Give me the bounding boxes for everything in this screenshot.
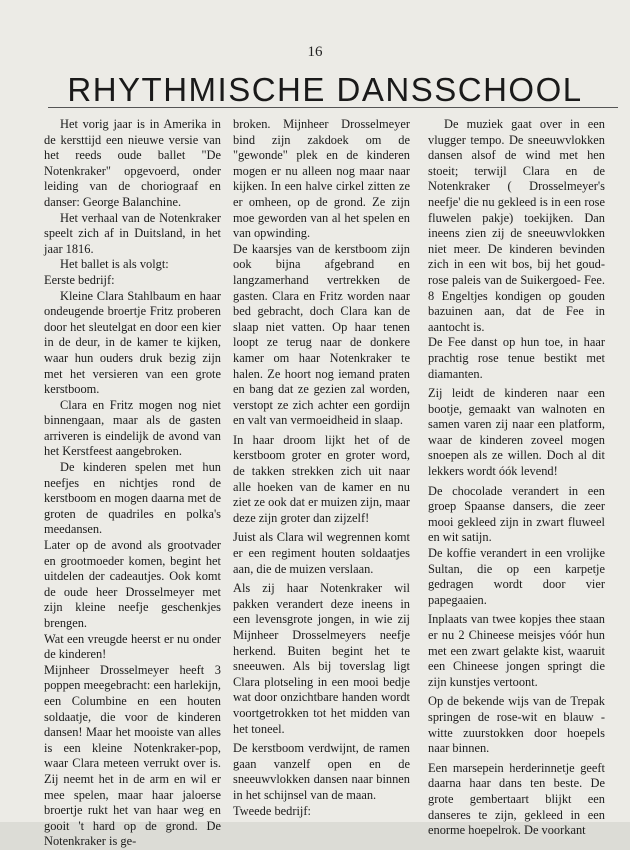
paragraph: De chocolade verandert in een groep Spaanse dansers, die zeer mooi gekleed zijn in zwart fluweel en wit satijn. — [428, 483, 605, 545]
text-column-2 — [233, 117, 410, 819]
paragraph: Kleine Clara Stahlbaum en haar ondeugende broertje Fritz proberen door het sleutelgat en door een kier in de deur, in de kamer te kijken, waar hun ouders druk bezig zijn met het versieren van een grote kerstboom. — [44, 288, 221, 397]
paragraph: Eerste bedrijf: — [44, 272, 115, 287]
text-column-3 — [428, 117, 605, 839]
paragraph: Een marsepein herderinnetje geeft daarna haar dans ten beste. De grote gembertaart blijkt een danseres te zijn, gekleed in een enorme hoepelrok. De voorkant — [428, 760, 605, 838]
paragraph: De kinderen spelen met hun neefjes en nichtjes rond de kerstboom en mogen daarna met de groten de quadriles en polka's meedansen. — [44, 460, 221, 537]
page-number: 16 — [307, 44, 323, 60]
paragraph: Het ballet is als volgt: — [60, 257, 169, 272]
paragraph: Wat een vreugde heerst er nu onder de kinderen! — [44, 631, 221, 662]
paragraph: Het verhaal van de Notenkraker speelt zich af in Duitsland, in het jaar 1816. — [44, 210, 221, 256]
text-column-1 — [44, 117, 221, 850]
paragraph: De kerstboom verdwijnt, de ramen gaan vanzelf open en de sneeuwvlokken dansen naar binnen in het schijnsel van de maan. — [233, 741, 410, 802]
paragraph: Op de bekende wijs van de Trepak springen de rose-wit en blauw - witte zuurstokken door hoepels naar binnen. — [428, 694, 605, 756]
paragraph: Clara en Fritz mogen nog niet binnengaan, maar als de gasten arriveren is eindelijk de avond van het Kerstfeest aangebroken. — [44, 397, 221, 459]
paragraph: broken. Mijnheer Drosselmeyer bind zijn zakdoek om de "gewonde" plek en de kinderen mogen er nu alleen nog maar naar kijken. In een halve cirkel zitten ze er omheen, op de grond. Ze zijn moe geworden van al het spelen en van opwinding. — [233, 117, 410, 241]
paragraph: In haar droom lijkt het of de kerstboom groter en groter word, de takken strekken zich uit naar alle hoeken van de kamer en nu ziet ze ook dat er muizen zijn, maar deze zijn groter dan zijzelf! — [233, 432, 410, 525]
paragraph: Tweede bedrijf: — [233, 803, 311, 818]
paragraph: Inplaats van twee kopjes thee staan er nu 2 Chineese meisjes vóór hun met een zwart gelakte kist, waaruit een Chineese jongen springt die zijn kunstjes vertoont. — [428, 612, 605, 689]
paragraph: De Fee danst op hun toe, in haar prachtig rose tenue bestikt met diamanten. — [428, 335, 605, 381]
paragraph: Zij leidt de kinderen naar een bootje, gemaakt van walnoten en samen varen zij naar een platform, waar de kinderen zoveel mogen snoepen als ze willen. Doch al dit lekkers wordt óók levend! — [428, 386, 605, 479]
paragraph: Juist als Clara wil wegrennen komt er een regiment houten soldaatjes aan, die de muizen verslaan. — [233, 530, 410, 576]
paragraph: De koffie verandert in een vrolijke Sultan, die op een karpetje gedragen wordt door vier papegaaien. — [428, 546, 605, 607]
paragraph: Als zij haar Notenkraker wil pakken verandert deze ineens in een levensgrote jongen, in wie zij Mijnheer Drosselmeyers neefje herkend. Buiten begint het te sneeuwen. Als bij toverslag ligt Clara plotseling in een mooi bedje wat door onzichtbare handen wordt voortgetrokken tot het midden van het toneel. — [233, 581, 410, 736]
paragraph: Later op de avond als grootvader en grootmoeder komen, begint het uitdelen der cadeautjes. Ook komt de oude heer Drosselmeyer met zijn kleine neefje geschenkjes brengen. — [44, 538, 221, 630]
paragraph: Het vorig jaar is in Amerika in de kersttijd een nieuwe versie van het reeds oude ballet "De Notenkraker" opgevoerd, onder leiding van de choriograaf en danser: George Balanchine. — [44, 117, 221, 209]
title-rule — [48, 107, 618, 108]
paragraph: Mijnheer Drosselmeyer heeft 3 poppen meegebracht: een harlekijn, een Columbine en een houten soldaatje, die voor de kinderen dansen! Maar het mooiste van alles is een kleine Notenkraker-pop, waar Clara meteen verrukt over is. Zij neemt het in de arm en wil er mee spelen, maar haar jaloerse broertje rukt het van haar weg en gooit 't hard op de grond. De Notenkraker is ge- — [44, 662, 221, 849]
paragraph: De muziek gaat over in een vlugger tempo. De sneeuwvlokken dansen alsof de wind met hen stoeit; terwijl Clara en de Notenkraker ( Drosselmeyer's neefje' die nu gekleed is in een rose fluwelen pakje) toekijken. Dan ineens zien zij de sneeuwvlokken niet meer. De kinderen bevinden zich in een wit bos, bij het goud- rose paleis van de Suikergoed- Fee. 8 Engeltjes kondigen op gouden bazuinen aan, dat de Fee in aantocht is. — [428, 117, 605, 334]
article-title: RHYTHMISCHE DANSSCHOOL — [67, 71, 583, 108]
paragraph: De kaarsjes van de kerstboom zijn ook bijna afgebrand en langzamerhand vertrekken de gasten. Clara en Fritz worden naar bed gebracht, doch Clara kan de slaap niet vatten. Op haar tenen loopt ze terug naar de donkere kamer om haar Notenkraker te halen. Ze hoort nog iemand praten en bang dat ze gezien zal worden, verstopt ze zich achter een gordijn en valt van vermoeidheid in slaap. — [233, 241, 410, 428]
